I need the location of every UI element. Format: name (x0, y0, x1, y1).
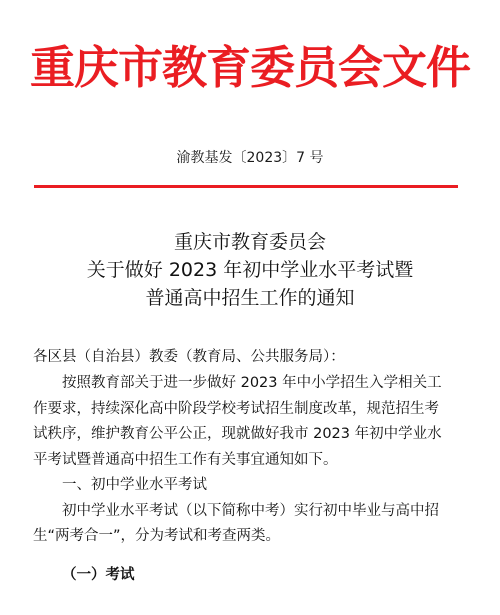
section-1-heading: 一、初中学业水平考试 (62, 477, 207, 493)
document-body (33, 371, 471, 550)
intro-line-1: 按照教育部关于进一步做好 2023 年中小学招生入学相关工 (62, 375, 442, 391)
notice-title-line-2: 关于做好 2023 年初中学业水平考试暨 (86, 259, 414, 281)
notice-title-line-3: 普通高中招生工作的通知 (145, 287, 355, 309)
intro-line-4: 平考试暨普通高中招生工作有关事宜通知如下。 (33, 451, 338, 468)
section-1-line-2: 生“两考合一”，分为考试和考查两类。 (33, 528, 281, 544)
subsection-1-heading: （一）考试 (62, 567, 135, 583)
section-1-heading-paragraph (33, 473, 471, 499)
document-number: 渝教基发〔2023〕7 号 (176, 150, 324, 166)
intro-line-3: 试秩序，维护教育公平公正，现就做好我市 2023 年初中学业水 (33, 426, 442, 442)
issuing-organization-title: 重庆市教育委员会文件 (29, 41, 470, 94)
notice-title (0, 228, 500, 312)
intro-paragraph (33, 371, 471, 473)
salutation: 各区县（自治县）教委（教育局、公共服务局）： (33, 349, 345, 365)
section-1-line-1: 初中学业水平考试（以下简称中考）实行初中毕业与高中招 (62, 502, 439, 519)
notice-title-line-1: 重庆市教育委员会 (173, 231, 326, 253)
red-divider-line (34, 185, 458, 188)
section-1-paragraph (33, 499, 471, 550)
intro-line-2: 作要求，持续深化高中阶段学校考试招生制度改革，规范招生考 (33, 400, 439, 417)
